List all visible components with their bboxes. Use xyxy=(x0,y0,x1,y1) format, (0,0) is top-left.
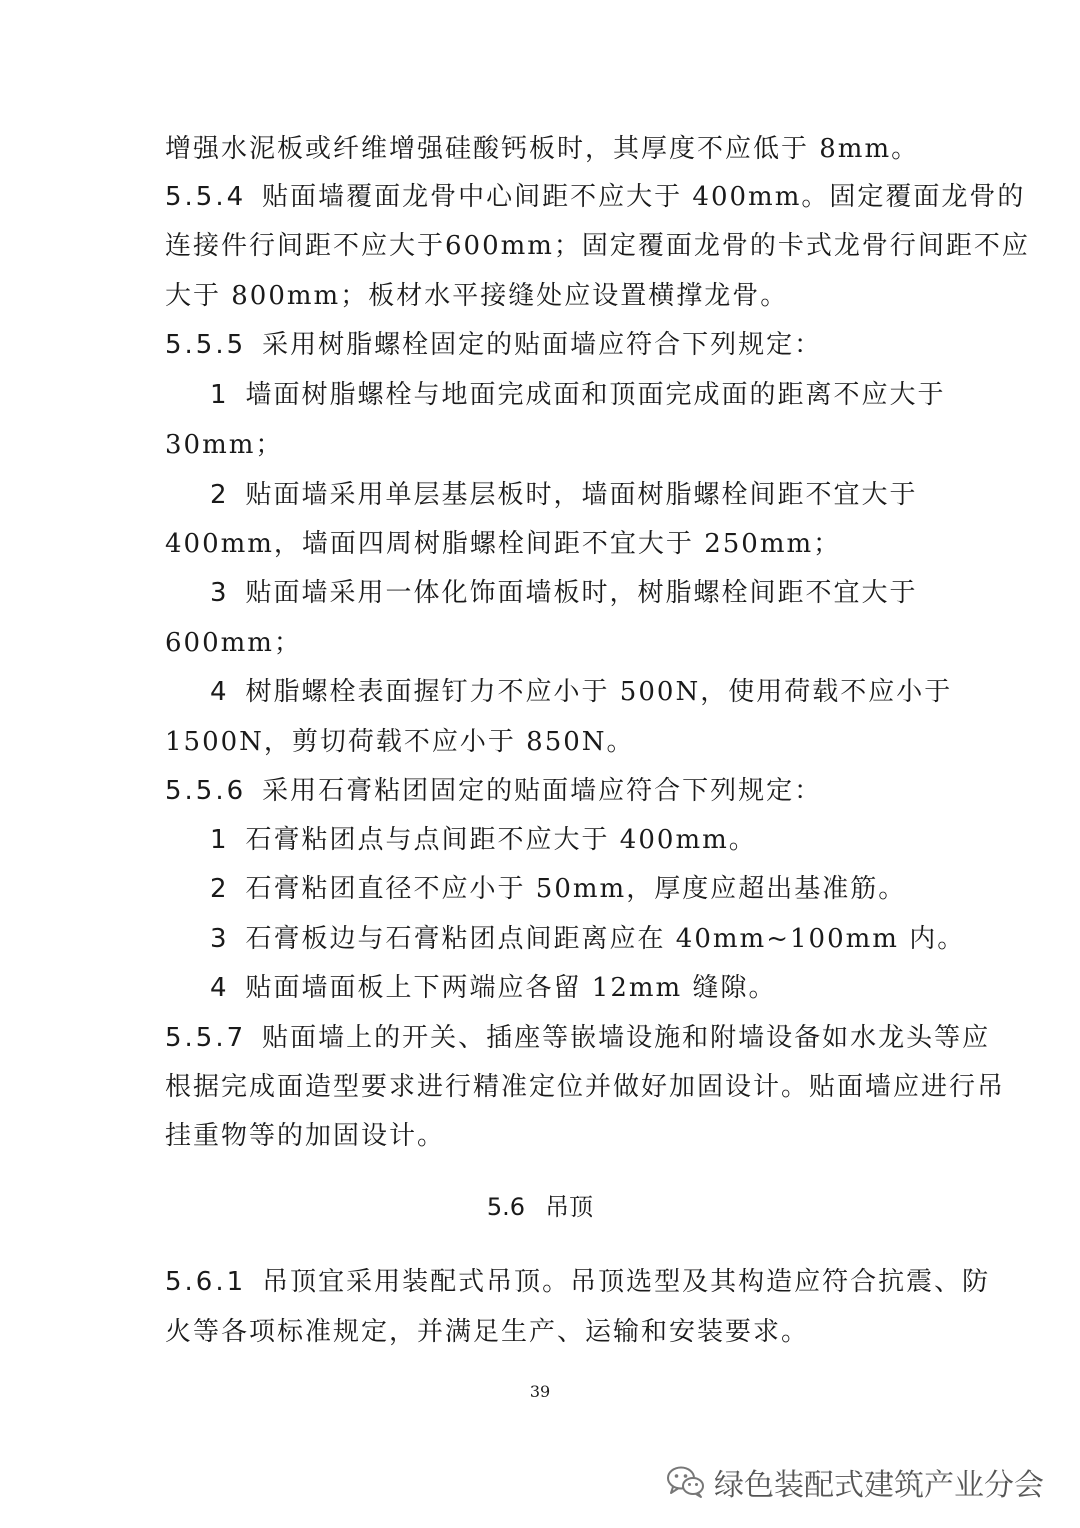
clause-5-5-4: 5.5.4 贴面墙覆面龙骨中心间距不应大于 400mm。固定覆面龙骨的 xyxy=(165,179,925,215)
page-number: 39 xyxy=(529,1382,551,1401)
clause-number: 5.5.5 xyxy=(165,330,247,360)
section-number: 5.6 xyxy=(486,1193,526,1221)
item-number: 1 xyxy=(210,380,230,410)
list-item: 3 石膏板边与石膏粘团点间距离应在 40mm~100mm 内。 xyxy=(210,921,925,957)
text-line: 大于 800mm；板材水平接缝处应设置横撑龙骨。 xyxy=(165,281,789,311)
wechat-icon xyxy=(666,1465,706,1499)
text-line: 根据完成面造型要求进行精准定位并做好加固设计。贴面墙应进行吊 xyxy=(165,1072,1006,1102)
clause-5-6-1: 5.6.1 吊顶宜采用装配式吊顶。吊顶选型及其构造应符合抗震、防 xyxy=(165,1264,925,1300)
watermark xyxy=(666,1460,1044,1504)
list-item: 4 贴面墙面板上下两端应各留 12mm 缝隙。 xyxy=(210,970,925,1006)
clause-number: 5.5.6 xyxy=(165,776,247,806)
clause-5-5-7: 5.5.7 贴面墙上的开关、插座等嵌墙设施和附墙设备如水龙头等应 xyxy=(165,1020,925,1056)
list-item: 1 石膏粘团点与点间距不应大于 400mm。 xyxy=(210,822,925,858)
list-item: 3 贴面墙采用一体化饰面墙板时，树脂螺栓间距不宜大于 xyxy=(210,575,925,611)
list-item: 1 墙面树脂螺栓与地面完成面和顶面完成面的距离不应大于 xyxy=(210,377,925,413)
list-item: 4 树脂螺栓表面握钉力不应小于 500N，使用荷载不应小于 xyxy=(210,674,925,710)
section-title: 吊顶 xyxy=(545,1193,594,1221)
list-item: 2 贴面墙采用单层基层板时，墙面树脂螺栓间距不宜大于 xyxy=(210,477,925,513)
text-line: 600mm； xyxy=(165,628,302,658)
text-line: 连接件行间距不应大于600mm；固定覆面龙骨的卡式龙骨行间距不应 xyxy=(165,231,1030,261)
watermark-text: 绿色装配式建筑产业分会 xyxy=(714,1468,1044,1503)
list-item: 2 石膏粘团直径不应小于 50mm，厚度应超出基准筋。 xyxy=(210,871,925,907)
item-number: 1 xyxy=(210,825,230,855)
text-line: 火等各项标准规定，并满足生产、运输和安装要求。 xyxy=(165,1317,810,1347)
text-line: 挂重物等的加固设计。 xyxy=(165,1121,446,1151)
item-number: 4 xyxy=(210,677,230,707)
clause-5-5-5: 5.5.5 采用树脂螺栓固定的贴面墙应符合下列规定： xyxy=(165,327,925,363)
item-number: 3 xyxy=(210,924,230,954)
text-line: 400mm，墙面四周树脂螺栓间距不宜大于 250mm； xyxy=(165,529,842,559)
section-heading xyxy=(0,1190,1080,1224)
item-number: 3 xyxy=(210,578,230,608)
clause-number: 5.5.4 xyxy=(165,182,247,212)
text-line: 1500N，剪切荷载不应小于 850N。 xyxy=(165,727,635,757)
text-line: 增强水泥板或纤维增强硅酸钙板时，其厚度不应低于 8mm。 xyxy=(165,134,920,164)
clause-5-5-6: 5.5.6 采用石膏粘团固定的贴面墙应符合下列规定： xyxy=(165,773,925,809)
clause-number: 5.6.1 xyxy=(165,1267,247,1297)
item-number: 2 xyxy=(210,480,230,510)
item-number: 2 xyxy=(210,874,230,904)
text-line: 30mm； xyxy=(165,430,284,460)
clause-number: 5.5.7 xyxy=(165,1023,247,1053)
item-number: 4 xyxy=(210,973,230,1003)
